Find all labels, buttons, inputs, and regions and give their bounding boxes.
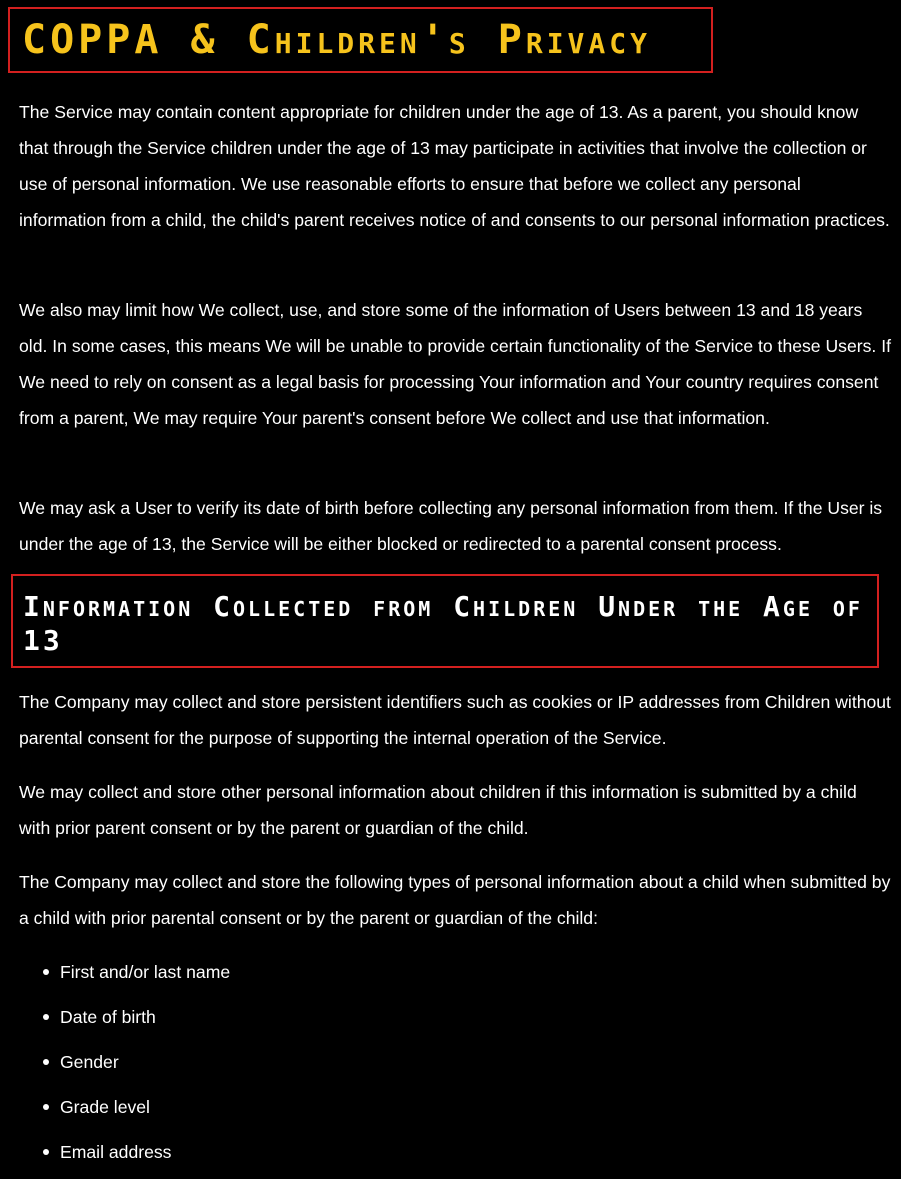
bullet-icon [43,969,49,975]
list-item-text: First and/or last name [60,962,231,982]
list-item-text: Gender [60,1052,119,1072]
children-info-paragraph-3: The Company may collect and store the following types of personal information about a child when submitted by a child with prior parental consent or by the parent or guardian of the child: [19,872,891,928]
coppa-heading: COPPA & Children's Privacy [22,17,651,63]
personal-info-list [19,954,230,1179]
children-info-heading: Information Collected from Children Under the Age of 13 [23,590,863,657]
children-info-heading-box [11,574,879,668]
bullet-icon [43,1059,49,1065]
coppa-paragraph-2: We also may limit how We collect, use, and store some of the information of Users between 13 and 18 years old. In some cases, this means We will be unable to provide certain functionality of the Service to these Users. If We need to rely on consent as a legal basis for processing Your information and Your country requires consent from a parent, We may require Your parent's consent before We collect and use that information. [19,300,891,428]
list-item [19,1044,230,1089]
children-info-paragraph-1: The Company may collect and store persistent identifiers such as cookies or IP addresses from Children without parental consent for the purpose of supporting the internal operation of the Service. [19,692,891,748]
children-info-paragraph-2: We may collect and store other personal information about children if this information is submitted by a child with prior parent consent or by the parent or guardian of the child. [19,782,857,838]
bullet-icon [43,1104,49,1110]
list-item-text: Date of birth [60,1007,156,1027]
list-item-text: Grade level [60,1097,150,1117]
bullet-icon [43,1014,49,1020]
coppa-heading-box [8,7,713,73]
list-item [19,1134,230,1179]
coppa-paragraph-3: We may ask a User to verify its date of birth before collecting any personal information from them. If the User is under the age of 13, the Service will be either blocked or redirected to a parental consent process. [19,498,883,554]
list-item-text: Email address [60,1142,172,1162]
list-item [19,999,230,1044]
bullet-icon [43,1149,49,1155]
list-item [19,954,230,999]
list-item [19,1089,230,1134]
coppa-paragraph-1: The Service may contain content appropriate for children under the age of 13. As a parent, you should know that through the Service children under the age of 13 may participate in activities that involve the collection or use of personal information. We use reasonable efforts to ensure that before we collect any personal information from a child, the child's parent receives notice of and consents to our personal information practices. [19,102,890,230]
